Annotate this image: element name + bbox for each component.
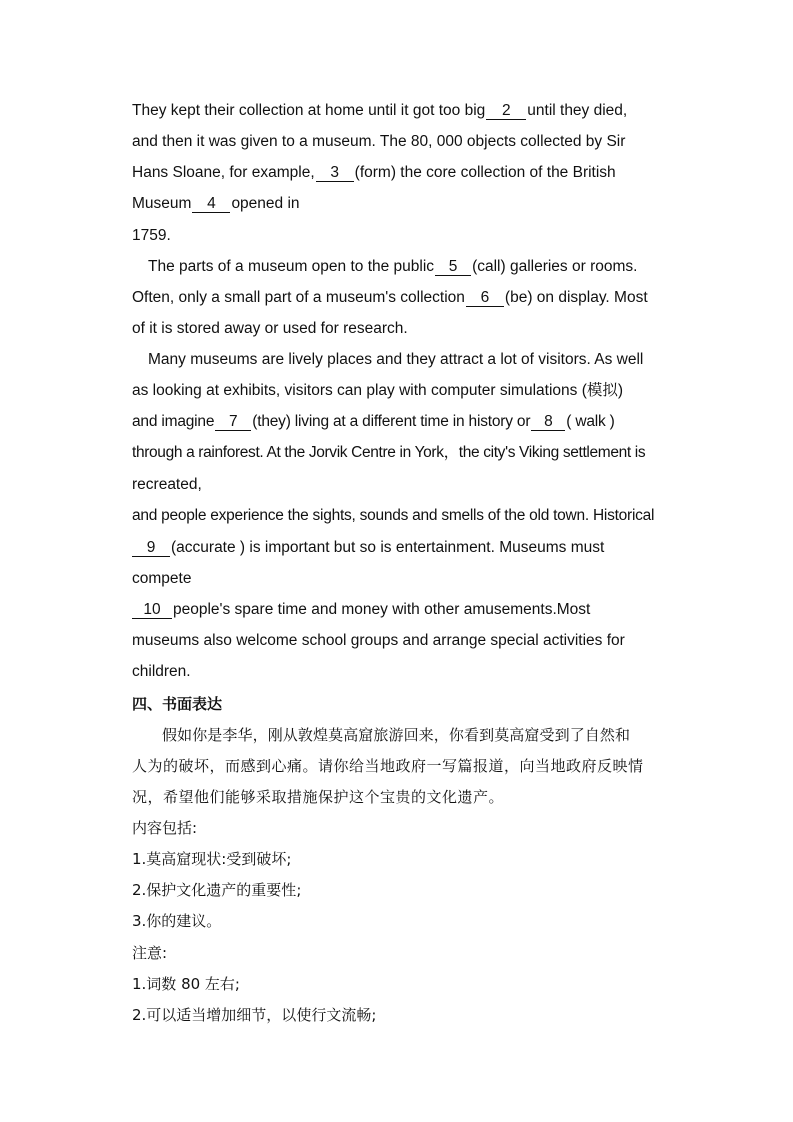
passage-text: (they) living at a different time in history or: [252, 413, 531, 430]
passage-line: [132, 412, 615, 432]
content-label: 内容包括:: [132, 819, 198, 837]
passage-text: as looking at exhibits, visitors can play with computer simulations (模拟): [132, 382, 624, 399]
passage-text: (accurate ) is important but so is entertainment. Museums must: [171, 539, 605, 556]
blank-4: 4: [192, 195, 230, 213]
passage-text: Many museums are lively places and they attract a lot of visitors. As well: [148, 351, 644, 368]
passage-text: They kept their collection at home until it got too big: [132, 102, 486, 119]
section-heading: 四、书面表达: [132, 695, 223, 713]
prompt-line: 假如你是李华，刚从敦煌莫高窟旅游回来，你看到莫高窟受到了自然和: [162, 726, 631, 744]
prompt-line: 况，希望他们能够采取措施保护这个宝贵的文化遗产。: [132, 788, 505, 806]
blank-2: 2: [486, 102, 526, 120]
passage-text: (be) on display. Most: [504, 289, 648, 306]
passage-line: [132, 226, 171, 246]
blank-3: 3: [316, 164, 354, 182]
passage-line: [132, 631, 625, 651]
note-item: 2.可以适当增加细节，以使行文流畅;: [132, 1006, 377, 1024]
passage-line: [132, 662, 191, 682]
blank-7: 7: [215, 413, 251, 431]
passage-text: and imagine: [132, 413, 215, 430]
passage-line: [132, 194, 300, 214]
passage-line: [132, 381, 623, 401]
passage-text: recreated,: [132, 476, 202, 493]
passage-line: [132, 288, 648, 308]
content-item: 3.你的建议。: [132, 912, 222, 930]
passage-line: [132, 443, 645, 463]
passage-text: through a rainforest. At the Jorvik Centre in York，the city's Viking settlement is: [132, 444, 646, 461]
passage-text: ( walk ): [566, 413, 615, 430]
passage-text: (form) the core collection of the British: [354, 164, 616, 181]
passage-text: children.: [132, 663, 191, 680]
passage-text: until they died,: [527, 102, 628, 119]
passage-text: and people experience the sights, sounds and smells of the old town. Historical: [132, 507, 655, 524]
passage-text: museums also welcome school groups and arrange special activities for: [132, 632, 625, 649]
passage-text: The parts of a museum open to the public: [148, 258, 435, 275]
passage-line: [132, 475, 202, 495]
passage-line: [132, 132, 625, 152]
blank-9: 9: [132, 539, 170, 557]
content-item: 1.莫高窟现状:受到破坏;: [132, 850, 292, 868]
passage-text: Hans Sloane, for example,: [132, 164, 315, 181]
blank-5: 5: [435, 258, 471, 276]
passage-line: [148, 350, 643, 370]
blank-10: 10: [132, 601, 172, 619]
passage-text: opened in: [231, 195, 300, 212]
passage-line: [132, 319, 408, 339]
passage-text: Often, only a small part of a museum's collection: [132, 289, 465, 306]
passage-text: of it is stored away or used for research.: [132, 320, 408, 337]
passage-text: Museum: [132, 195, 192, 212]
passage-line: [132, 506, 654, 526]
passage-line: [132, 538, 604, 558]
prompt-line: 人为的破坏，而感到心痛。请你给当地政府一写篇报道，向当地政府反映情: [132, 757, 644, 775]
passage-text: people's spare time and money with other amusements.Most: [173, 601, 591, 618]
passage-text: 1759.: [132, 227, 171, 244]
blank-6: 6: [466, 289, 504, 307]
note-item: 1.词数 80 左右;: [132, 975, 240, 993]
passage-text: compete: [132, 570, 192, 587]
passage-line: [132, 569, 191, 589]
content-item: 2.保护文化遗产的重要性;: [132, 881, 302, 899]
passage-line: [132, 163, 616, 183]
passage-line: [148, 257, 637, 277]
blank-8: 8: [531, 413, 565, 431]
passage-text: and then it was given to a museum. The 80, 000 objects collected by Sir: [132, 133, 626, 150]
notes-label: 注意:: [132, 944, 168, 962]
passage-line: [132, 600, 590, 620]
passage-text: (call) galleries or rooms.: [472, 258, 638, 275]
passage-line: [132, 101, 627, 121]
